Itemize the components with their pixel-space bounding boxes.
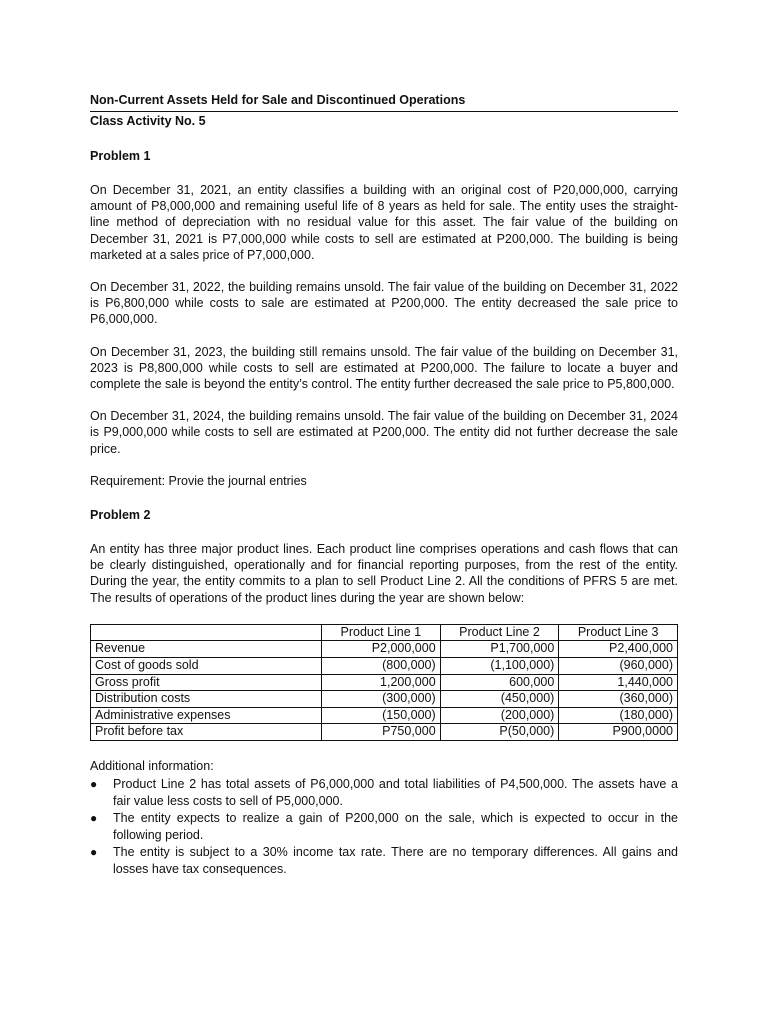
table-row <box>91 707 678 724</box>
table-header-cell: Product Line 1 <box>322 624 441 641</box>
table-row <box>91 691 678 708</box>
table-row-label: Distribution costs <box>91 691 322 708</box>
table-cell: (180,000) <box>559 707 678 724</box>
table-row <box>91 724 678 741</box>
problem-1-requirement: Requirement: Provie the journal entries <box>90 473 307 488</box>
document-title: Non-Current Assets Held for Sale and Discontinued Operations <box>90 92 678 112</box>
table-row <box>91 658 678 675</box>
bullet-icon: ● <box>90 777 98 792</box>
list-item <box>90 776 678 810</box>
table-row <box>91 641 678 658</box>
bullet-icon: ● <box>90 845 98 860</box>
list-item-text: Product Line 2 has total assets of P6,000,000 and total liabilities of P4,500,000. The assets have a fair value less costs to sell of P5,000,000. <box>113 777 678 809</box>
table-cell: P2,000,000 <box>322 641 441 658</box>
table-cell: (360,000) <box>559 691 678 708</box>
table-header-blank <box>91 624 322 641</box>
table-cell: (450,000) <box>440 691 559 708</box>
table-cell: P750,000 <box>322 724 441 741</box>
list-item-text: The entity is subject to a 30% income tax rate. There are no temporary differences. All gains and losses have tax consequences. <box>113 845 678 877</box>
product-line-results-table <box>90 624 678 741</box>
table-cell: P1,700,000 <box>440 641 559 658</box>
table-header-cell: Product Line 3 <box>559 624 678 641</box>
problem-2-intro: An entity has three major product lines. Each product line comprises operations and cash flows that can be clearly distinguished, operationally and for financial reporting purposes, from the rest of the entity. During the year, the entity commits to a plan to sell Product Line 2. All the conditions of PFRS 5 are met. The results of operations of the product lines during the year are shown below: <box>90 542 678 605</box>
document-subtitle: Class Activity No. 5 <box>90 114 206 128</box>
table-cell: (800,000) <box>322 658 441 675</box>
problem-1-paragraph-2: On December 31, 2022, the building remains unsold. The fair value of the building on December 31, 2022 is P6,800,000 while costs to sale are estimated at P200,000. The entity decreased the sale price to P6,000,000. <box>90 280 678 327</box>
problem-1-heading: Problem 1 <box>90 149 151 163</box>
table-header-cell: Product Line 2 <box>440 624 559 641</box>
document-page <box>90 92 678 878</box>
table-cell: P2,400,000 <box>559 641 678 658</box>
problem-2-heading: Problem 2 <box>90 508 151 523</box>
table-cell: 1,200,000 <box>322 674 441 691</box>
table-cell: P900,0000 <box>559 724 678 741</box>
table-cell: 1,440,000 <box>559 674 678 691</box>
table-cell: 600,000 <box>440 674 559 691</box>
bullet-icon: ● <box>90 811 98 826</box>
table-cell: (300,000) <box>322 691 441 708</box>
table-row-label: Gross profit <box>91 674 322 691</box>
problem-1-paragraph-1: On December 31, 2021, an entity classifies a building with an original cost of P20,000,000, carrying amount of P8,000,000 and remaining useful life of 8 years as held for sale. The entity uses the straight-line method of depreciation with no residual value for this asset. The fair value of the building on December 31, 2021 is P7,000,000 while costs to sell are estimated at P200,000. The building is being marketed at a sales price of P7,000,000. <box>90 183 678 262</box>
table-row-label: Administrative expenses <box>91 707 322 724</box>
table-cell: P(50,000) <box>440 724 559 741</box>
problem-1-paragraph-3: On December 31, 2023, the building still remains unsold. The fair value of the building on December 31, 2023 is P8,800,000 while costs to sell are estimated at P200,000. The failure to locate a buyer and complete the sale is beyond the entity’s control. The entity further decreased the sale price to P5,800,000. <box>90 344 678 392</box>
table-row-label: Revenue <box>91 641 322 658</box>
problem-1-paragraph-4: On December 31, 2024, the building remains unsold. The fair value of the building on December 31, 2024 is P9,000,000 while costs to sell are estimated at P200,000. The entity did not further decrease the sale price. <box>90 409 678 456</box>
table-cell: (960,000) <box>559 658 678 675</box>
table-cell: (1,100,000) <box>440 658 559 675</box>
table-row-label: Profit before tax <box>91 724 322 741</box>
list-item <box>90 810 678 844</box>
list-item-text: The entity expects to realize a gain of P200,000 on the sale, which is expected to occur in the following period. <box>113 811 678 843</box>
table-cell: (200,000) <box>440 707 559 724</box>
additional-information-list <box>90 776 678 878</box>
additional-information-label: Additional information: <box>90 759 214 774</box>
table-cell: (150,000) <box>322 707 441 724</box>
table-row <box>91 674 678 691</box>
table-header-row <box>91 624 678 641</box>
table-row-label: Cost of goods sold <box>91 658 322 675</box>
list-item <box>90 844 678 878</box>
